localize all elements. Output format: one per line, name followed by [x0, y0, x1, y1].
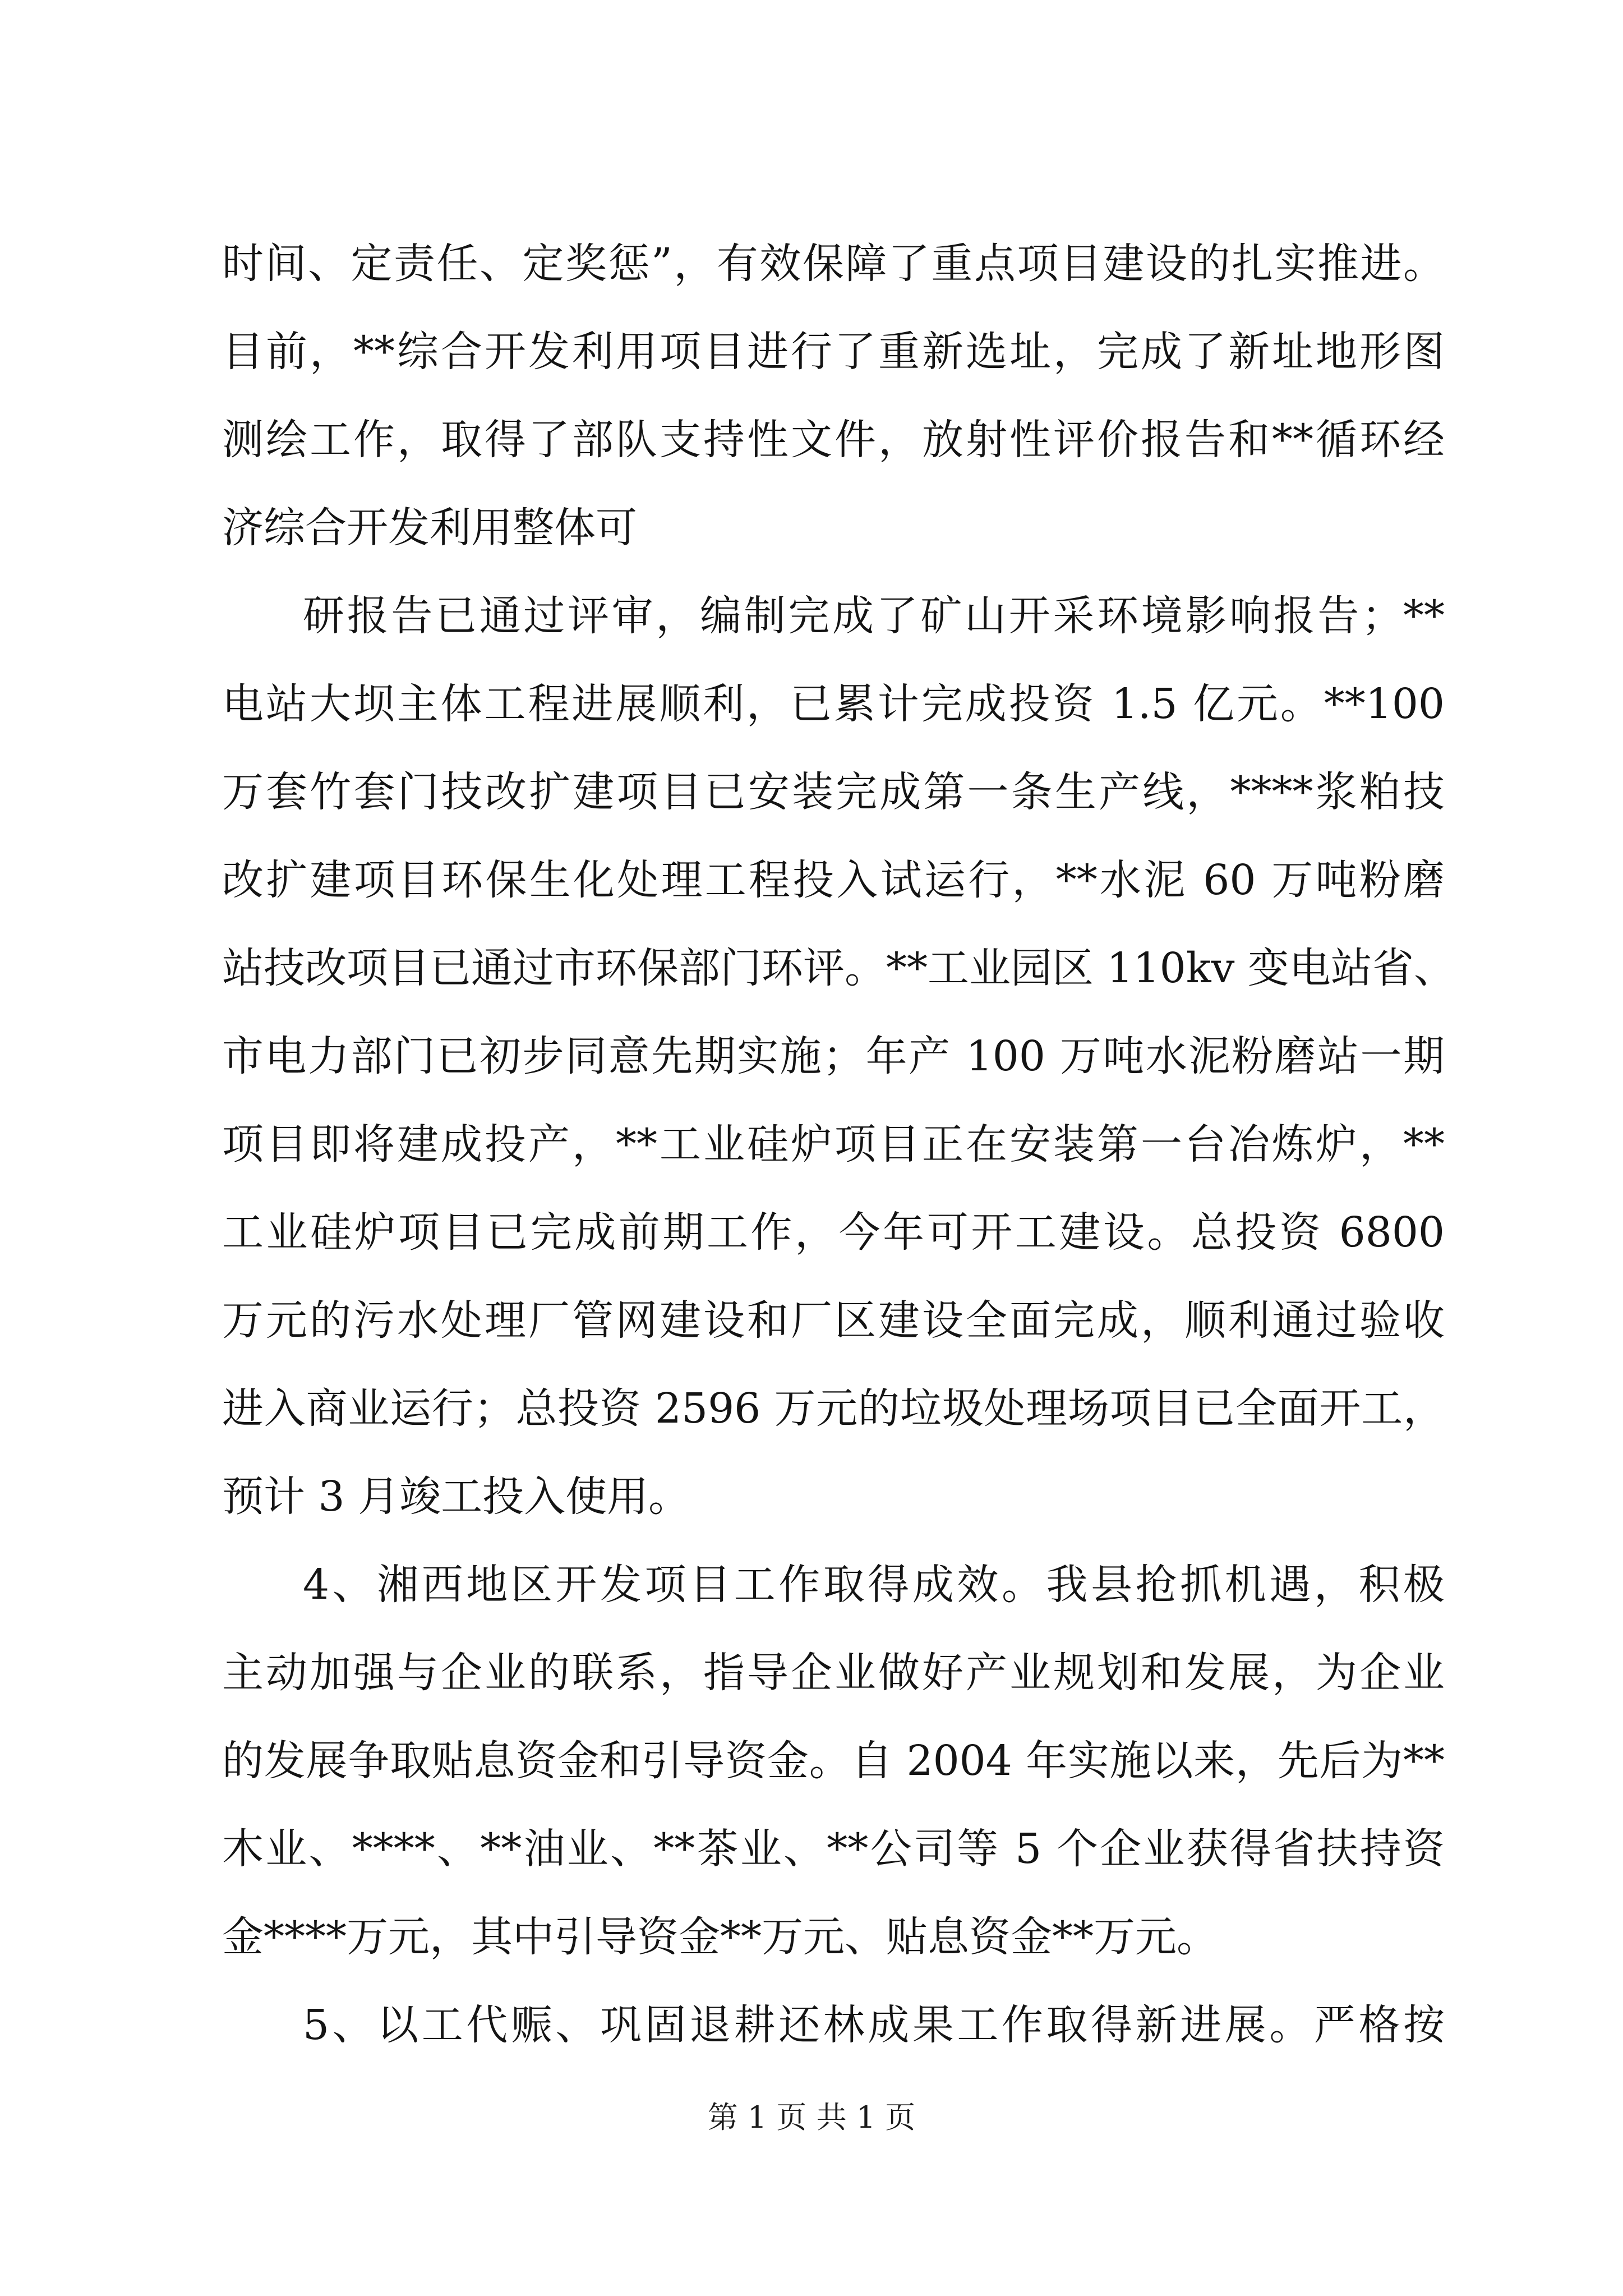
text-line: 电站大坝主体工程进展顺利，已累计完成投资 1.5 亿元。**100 — [222, 680, 1445, 728]
text-line: 预计 3 月竣工投入使用。 — [222, 1473, 690, 1521]
text-line: 万元的污水处理厂管网建设和厂区建设全面完成，顺利通过验收 — [222, 1296, 1445, 1345]
text-line: 研报告已通过评审，编制完成了矿山开采环境影响报告；** — [303, 592, 1445, 640]
text-line: 市电力部门已初步同意先期实施；年产 100 万吨水泥粉磨站一期 — [222, 1032, 1445, 1080]
text-line: 金****万元，其中引导资金**万元、贴息资金**万元。 — [222, 1913, 1218, 1961]
text-line: 工业硅炉项目已完成前期工作，今年可开工建设。总投资 6800 — [222, 1208, 1445, 1257]
text-line: 进入商业运行；总投资 2596 万元的垃圾处理场项目已全面开工， — [222, 1384, 1445, 1433]
text-line: 站技改项目已通过市环保部门环评。**工业园区 110kv 变电站省、 — [222, 944, 1455, 992]
text-line: 5、以工代赈、巩固退耕还林成果工作取得新进展。严格按 — [303, 2001, 1445, 2049]
text-line: 的发展争取贴息资金和引导资金。自 2004 年实施以来，先后为** — [222, 1737, 1445, 1785]
text-line: 主动加强与企业的联系，指导企业做好产业规划和发展，为企业 — [222, 1649, 1445, 1697]
text-line: 万套竹套门技改扩建项目已安装完成第一条生产线，****浆粕技 — [222, 768, 1445, 816]
text-line: 目前，**综合开发利用项目进行了重新选址，完成了新址地形图 — [222, 328, 1445, 376]
text-line: 测绘工作，取得了部队支持性文件，放射性评价报告和**循环经 — [222, 416, 1445, 464]
text-line: 项目即将建成投产，**工业硅炉项目正在安装第一台冶炼炉，** — [222, 1120, 1445, 1168]
page-footer: 第 1 页 共 1 页 — [707, 2100, 916, 2135]
text-line: 改扩建项目环保生化处理工程投入试运行，**水泥 60 万吨粉磨 — [222, 856, 1445, 904]
text-line: 济综合开发利用整体可 — [222, 504, 637, 552]
text-line: 木业、****、**油业、**茶业、**公司等 5 个企业获得省扶持资 — [222, 1825, 1445, 1873]
text-line: 4、湘西地区开发项目工作取得成效。我县抢抓机遇，积极 — [303, 1561, 1445, 1609]
text-line: 时间、定责任、定奖惩”，有效保障了重点项目建设的扎实推进。 — [222, 240, 1445, 288]
